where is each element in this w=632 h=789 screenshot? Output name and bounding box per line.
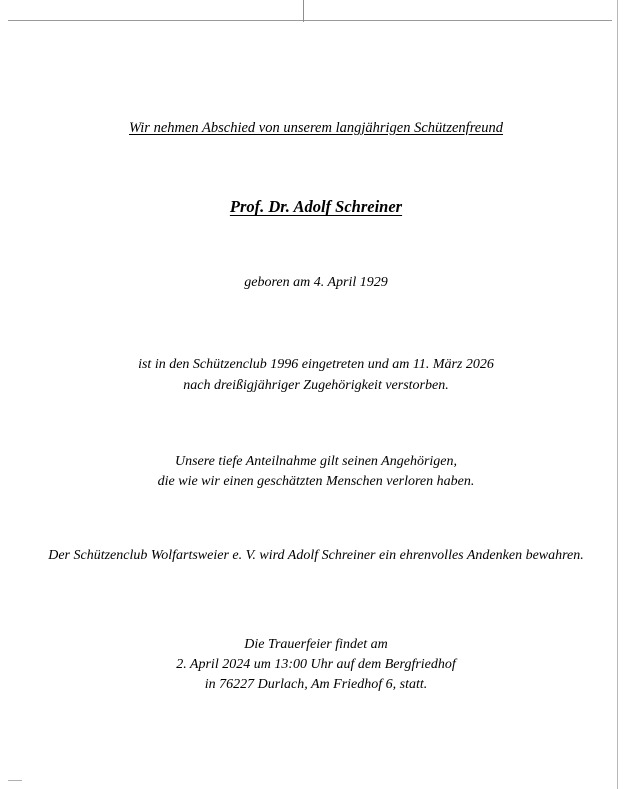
funeral-paragraph — [0, 635, 632, 696]
sympathy-paragraph — [0, 452, 632, 493]
membership-paragraph — [0, 355, 632, 396]
page-bottom-mark — [8, 780, 22, 781]
funeral-line-3: in 76227 Durlach, Am Friedhof 6, statt. — [204, 677, 428, 693]
deceased-name: Prof. Dr. Adolf Schreiner — [229, 197, 403, 217]
membership-line-2: nach dreißigjähriger Zugehörigkeit verstorben. — [183, 377, 449, 393]
remembrance-line: Der Schützenclub Wolfartsweier e. V. wird Adolf Schreiner ein ehrenvolles Andenken bewahren. — [48, 548, 584, 564]
sympathy-line-1: Unsere tiefe Anteilnahme gilt seinen Angehörigen, — [174, 453, 458, 469]
membership-line-1: ist in den Schützenclub 1996 eingetreten und am 11. März 2026 — [138, 357, 494, 373]
obituary-headline: Wir nehmen Abschied von unserem langjährigen Schützenfreund — [129, 120, 503, 136]
sympathy-line-2: die wie wir einen geschätzten Menschen verloren haben. — [157, 474, 475, 490]
funeral-line-1: Die Trauerfeier findet am — [244, 636, 388, 652]
funeral-line-2: 2. April 2024 um 13:00 Uhr auf dem Bergfriedhof — [176, 657, 456, 673]
birth-line: geboren am 4. April 1929 — [244, 274, 388, 290]
